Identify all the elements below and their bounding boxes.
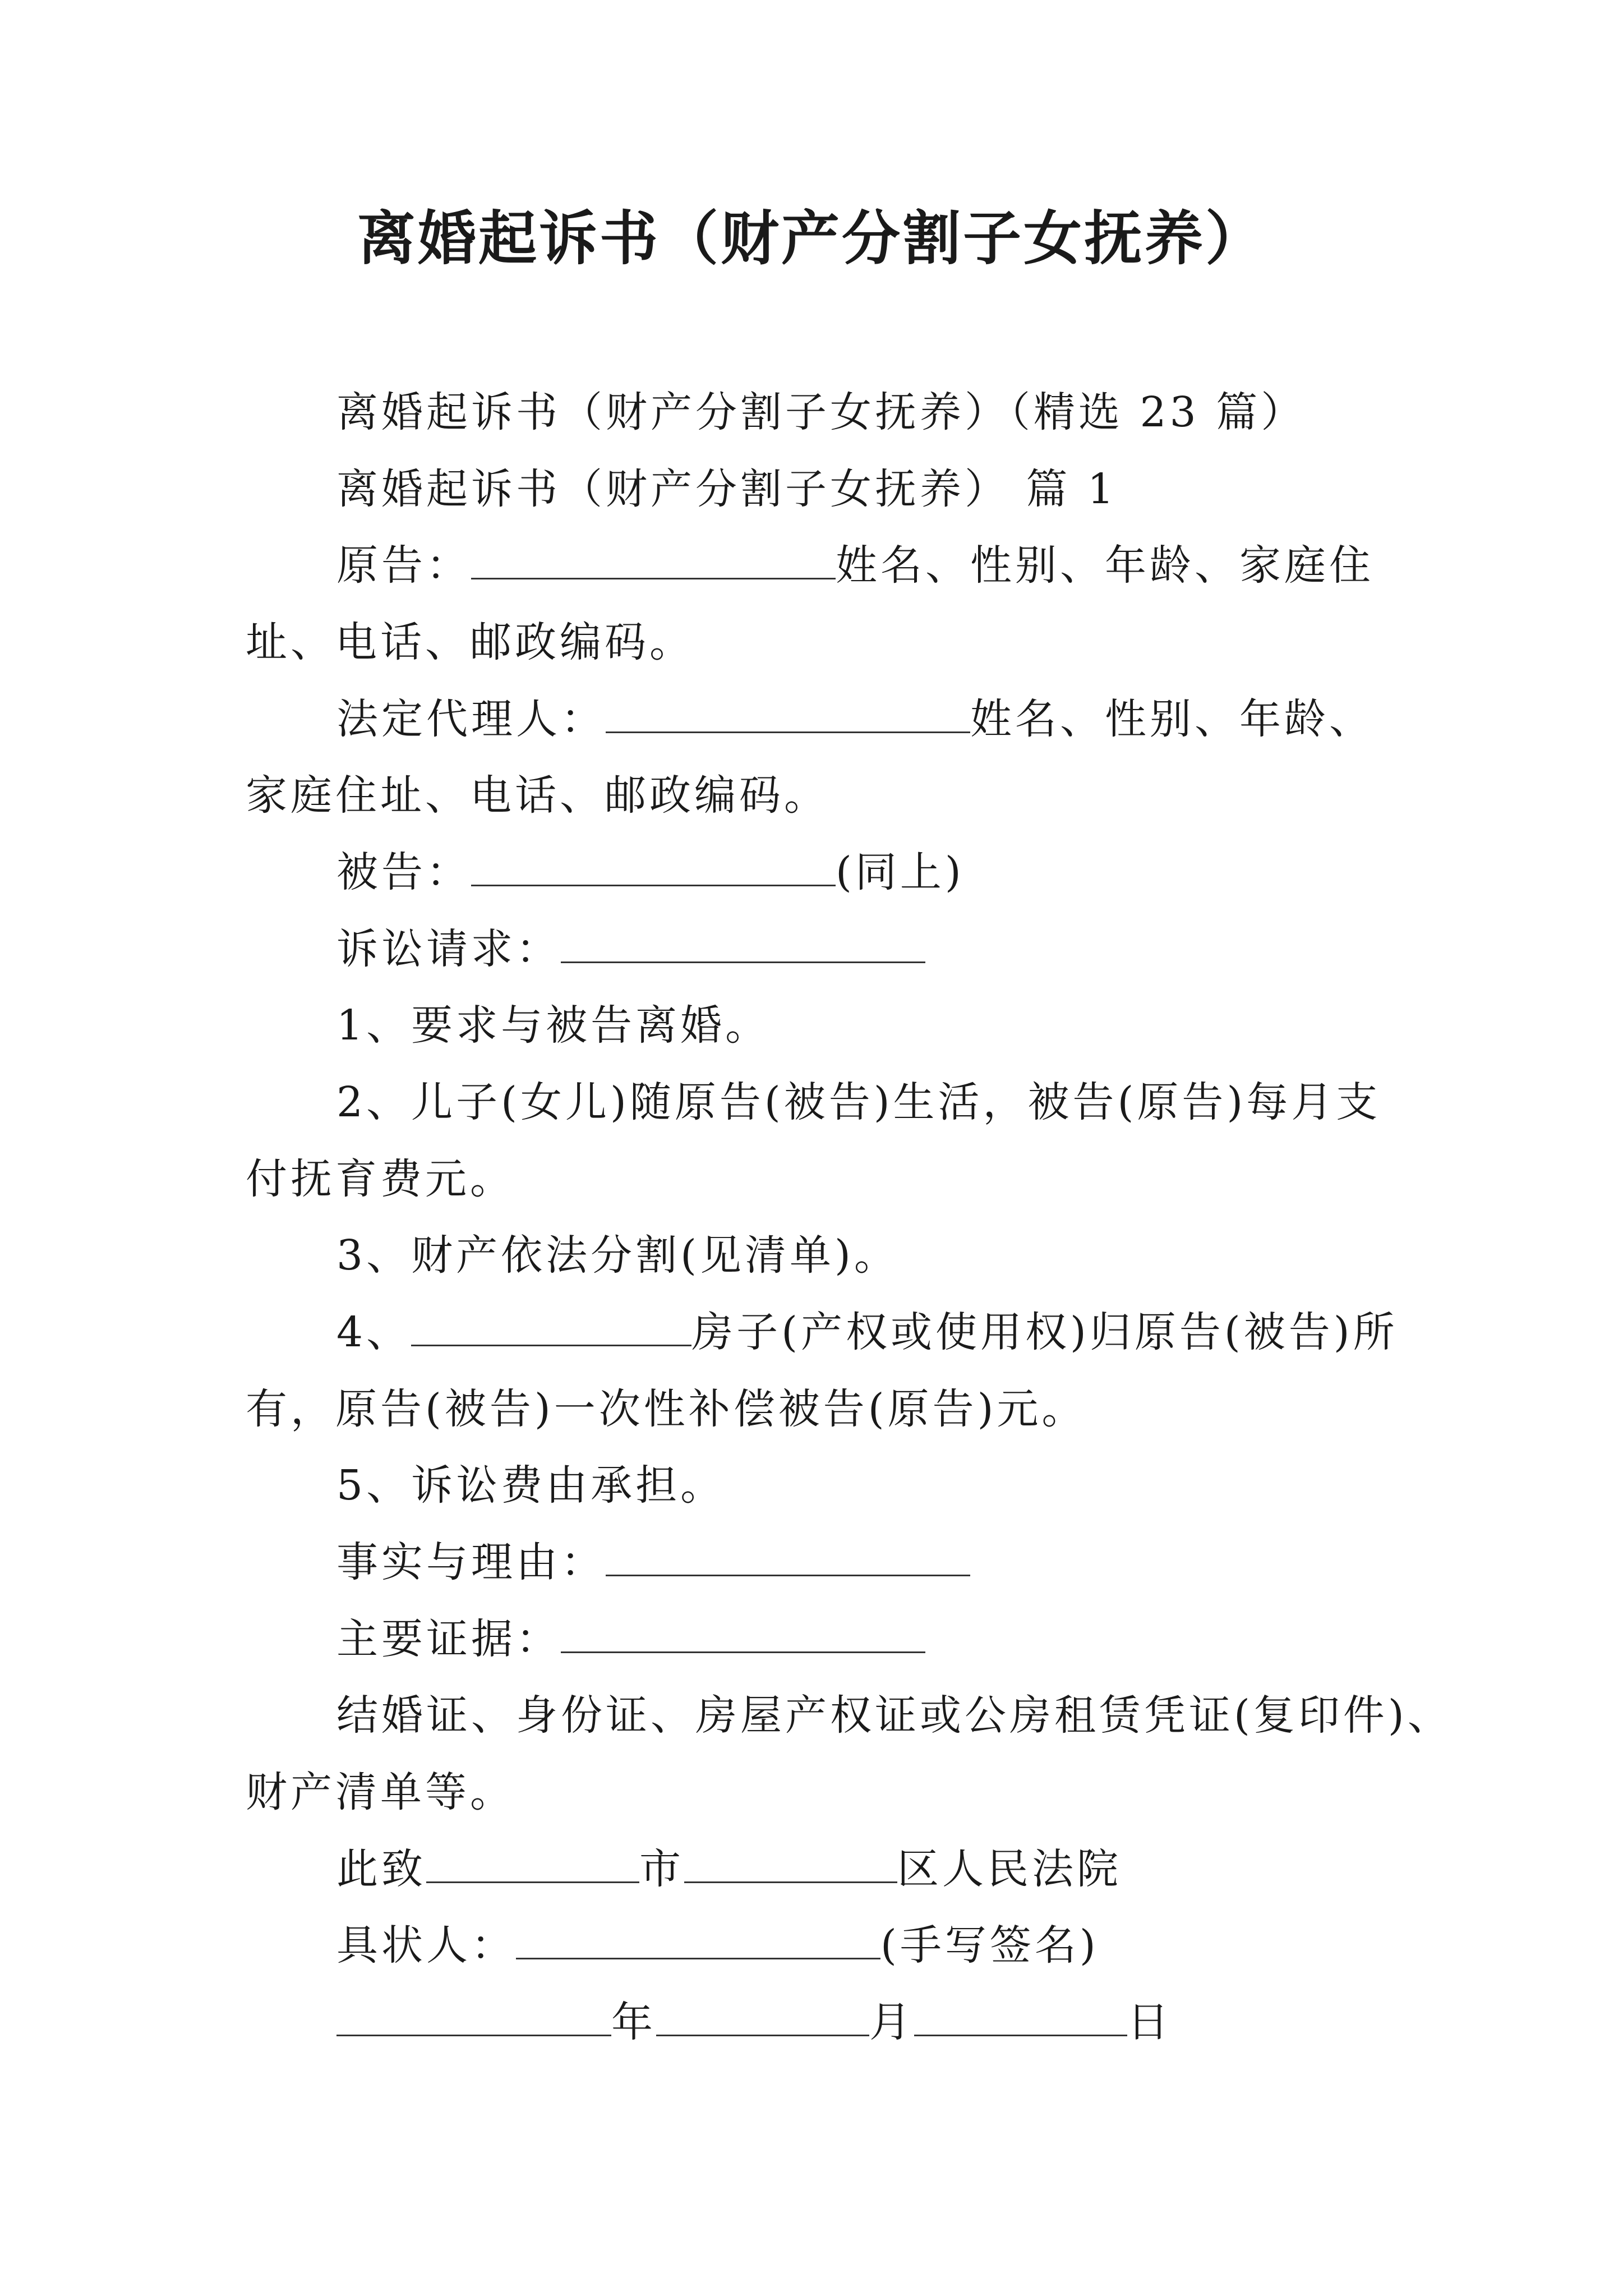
facts-blank[interactable] (606, 1534, 970, 1576)
document-title: 离婚起诉书（财产分割子女抚养） (357, 204, 1266, 273)
legal-rep-line (336, 691, 1374, 747)
defendant-label: 被告： (336, 848, 471, 896)
claim-item-3: 3、财产依法分割(见清单)。 (336, 1231, 899, 1280)
plaintiff-details: 姓名、性别、年龄、家庭住 (836, 541, 1374, 590)
day-blank[interactable] (914, 1994, 1127, 2036)
year-label: 年 (611, 1998, 656, 2046)
plaintiff-continuation: 址、电话、邮政编码。 (246, 618, 694, 666)
claim-item-4-text: 房子(产权或使用权)归原告(被告)所 (691, 1308, 1398, 1356)
claim-item-5: 5、诉讼费由承担。 (336, 1461, 726, 1510)
section-heading: 离婚起诉书（财产分割子女抚养） 篇 1 (336, 465, 1118, 513)
claim-item-4 (336, 1304, 1398, 1360)
defendant-note: (同上) (836, 848, 965, 896)
claim-item-4-blank[interactable] (411, 1304, 691, 1346)
court-prefix: 此致 (336, 1845, 426, 1893)
evidence-text: 结婚证、身份证、房屋产权证或公房租赁凭证(复印件)、 (336, 1691, 1453, 1740)
signer-note: (手写签名) (880, 1921, 1099, 1970)
court-suffix: 区人民法院 (897, 1845, 1122, 1893)
claims-blank[interactable] (561, 921, 925, 963)
evidence-blank[interactable] (561, 1611, 925, 1653)
claims-line (336, 921, 925, 977)
evidence-continuation: 财产清单等。 (246, 1768, 515, 1816)
legal-rep-label: 法定代理人： (336, 695, 606, 743)
signer-line (336, 1917, 1099, 1973)
claims-label: 诉讼请求： (336, 925, 561, 973)
claim-item-2: 2、儿子(女儿)随原告(被告)生活，被告(原告)每月支 (336, 1078, 1381, 1126)
court-city-blank[interactable] (426, 1841, 639, 1883)
defendant-blank[interactable] (471, 844, 836, 886)
year-blank[interactable] (336, 1994, 611, 2036)
plaintiff-blank[interactable] (471, 537, 836, 579)
date-line (336, 1994, 1172, 2050)
defendant-line (336, 844, 965, 900)
court-line (336, 1841, 1122, 1897)
court-district-blank[interactable] (684, 1841, 897, 1883)
day-label: 日 (1127, 1998, 1172, 2046)
legal-rep-blank[interactable] (606, 691, 970, 733)
claim-item-4-prefix: 4、 (336, 1308, 412, 1356)
claim-item-2-continuation: 付抚育费元。 (246, 1155, 515, 1203)
signer-blank[interactable] (516, 1917, 880, 1959)
claim-item-4-continuation: 有，原告(被告)一次性补偿被告(原告)元。 (246, 1385, 1087, 1433)
subtitle: 离婚起诉书（财产分割子女抚养）（精选 23 篇） (336, 388, 1306, 436)
facts-label: 事实与理由： (336, 1538, 606, 1586)
evidence-line (336, 1611, 925, 1667)
claim-item-1: 1、要求与被告离婚。 (336, 1001, 771, 1050)
month-blank[interactable] (656, 1994, 869, 2036)
month-label: 月 (869, 1998, 914, 2046)
legal-rep-continuation: 家庭住址、电话、邮政编码。 (246, 771, 829, 820)
court-city-label: 市 (639, 1845, 684, 1893)
signer-label: 具状人： (336, 1921, 516, 1970)
legal-rep-details: 姓名、性别、年龄、 (970, 695, 1374, 743)
evidence-label: 主要证据： (336, 1615, 561, 1663)
plaintiff-line (336, 537, 1374, 593)
plaintiff-label: 原告： (336, 541, 471, 590)
facts-line (336, 1534, 970, 1590)
